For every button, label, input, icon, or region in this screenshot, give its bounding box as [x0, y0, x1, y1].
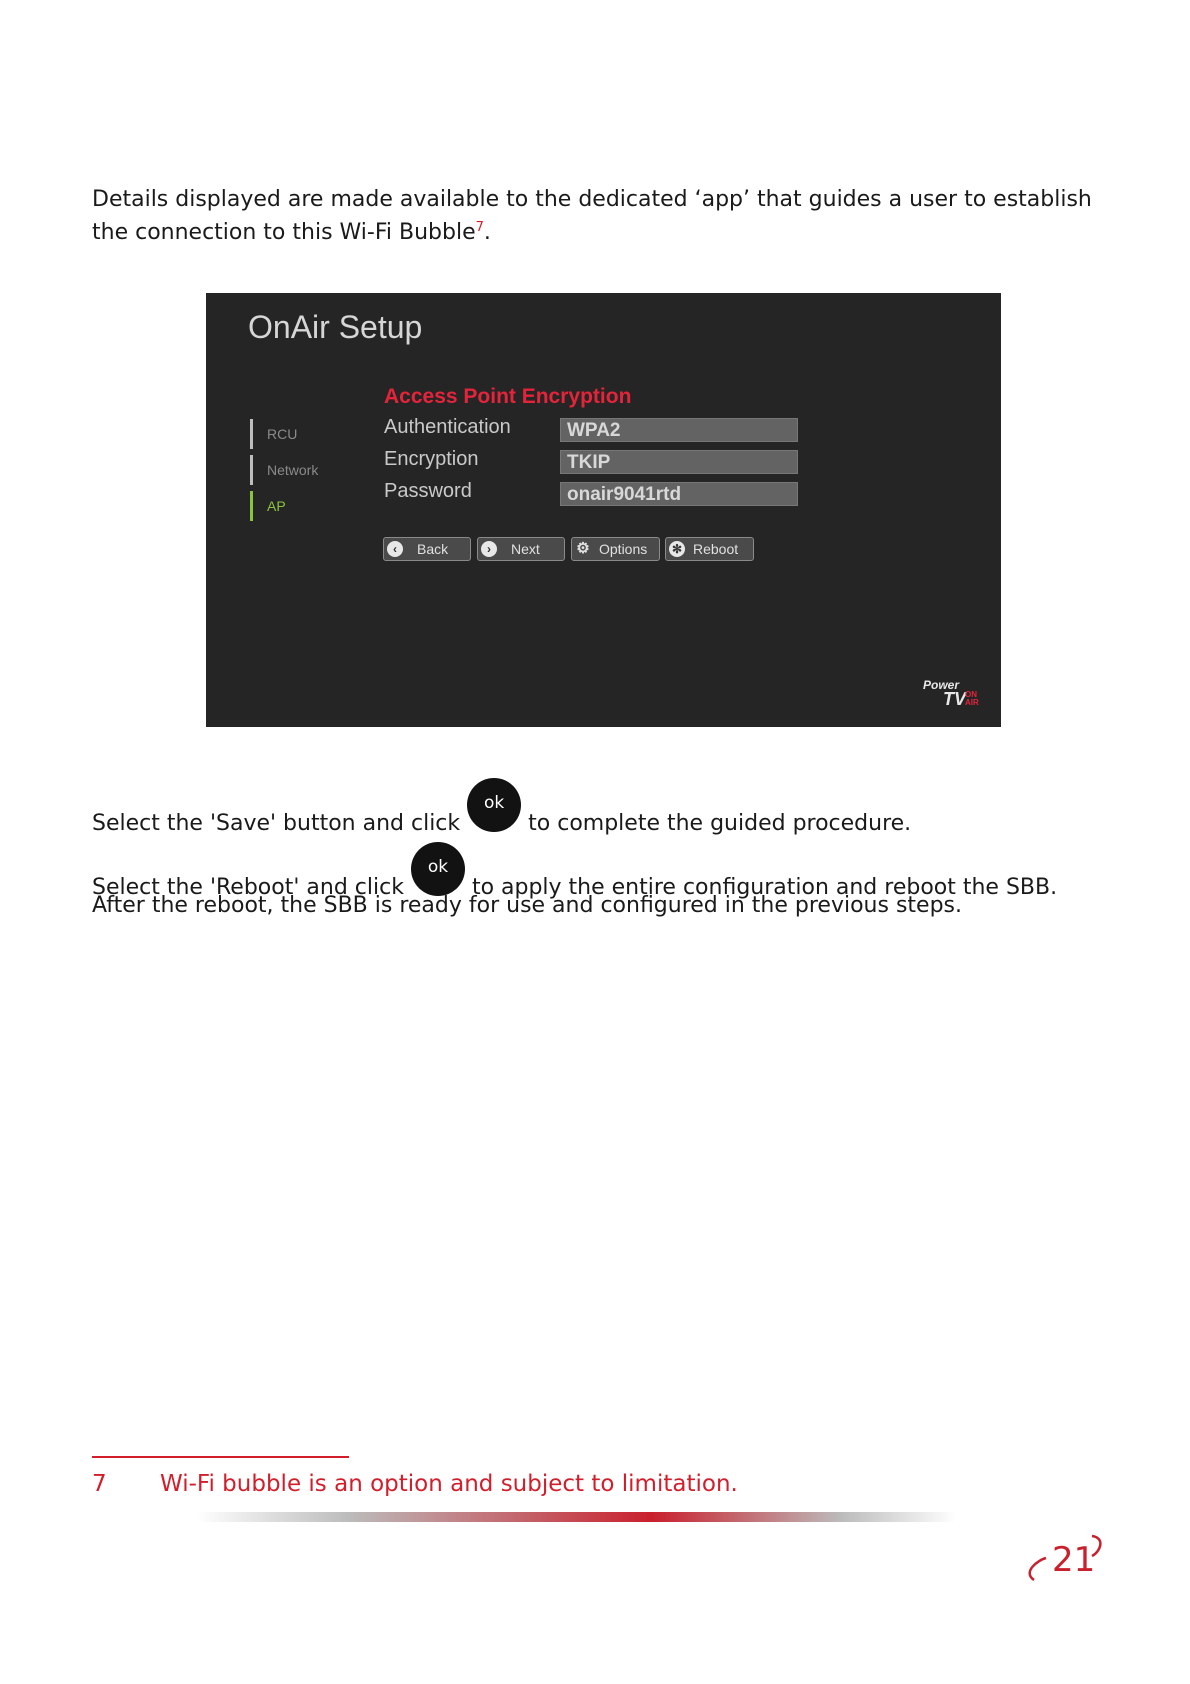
reboot-icon: ✻	[669, 541, 685, 557]
svg-text:ON: ON	[965, 690, 977, 699]
password-label: Password	[384, 480, 472, 502]
section-title: Access Point Encryption	[384, 385, 632, 408]
footnote-text: Wi-Fi bubble is an option and subject to limitation.	[160, 1471, 738, 1497]
after-reboot-text: After the reboot, the SBB is ready for use and configured in the previous steps.	[92, 893, 962, 918]
ok-button-icon: ok	[467, 778, 521, 832]
page-number: 21	[1052, 1540, 1096, 1580]
chevron-left-icon: ‹	[387, 541, 403, 557]
intro-paragraph: Details displayed are made available to the dedicated ‘app’ that guides a user to establish the connection to this Wi-Fi Bubble$^7$.	[92, 187, 1092, 245]
authentication-field[interactable]: WPA2	[560, 418, 798, 442]
footnote-reference[interactable]: 7	[475, 220, 484, 235]
reboot-instruction: Select the 'Reboot' and click ok to apply the entire configuration and reboot the SBB.	[92, 864, 1057, 918]
screen-title: OnAir Setup	[248, 309, 423, 345]
svg-text:TV: TV	[943, 689, 967, 709]
sidebar-item-rcu[interactable]: RCU	[250, 419, 297, 449]
powertv-onair-logo	[921, 675, 981, 709]
encryption-label: Encryption	[384, 448, 479, 470]
onair-setup-screenshot	[206, 293, 1001, 727]
save-instruction: Select the 'Save' button and click ok to complete the guided procedure.	[92, 800, 911, 854]
reboot-button[interactable]: ✻ Reboot	[665, 537, 754, 561]
back-button[interactable]: ‹ Back	[383, 537, 471, 561]
svg-text:AIR: AIR	[965, 698, 979, 707]
svg-text:Power: Power	[923, 678, 960, 692]
footer-gradient-bar	[196, 1512, 956, 1522]
next-button[interactable]: › Next	[477, 537, 565, 561]
gears-icon: ⚙	[576, 540, 590, 557]
sidebar-item-network[interactable]: Network	[250, 455, 318, 485]
sidebar-item-ap[interactable]: AP	[250, 491, 286, 521]
options-button[interactable]: ⚙ Options	[571, 537, 660, 561]
authentication-label: Authentication	[384, 416, 511, 438]
footnote-divider	[92, 1456, 349, 1458]
encryption-field[interactable]: TKIP	[560, 450, 798, 474]
ok-button-icon: ok	[411, 842, 465, 896]
password-field[interactable]: onair9041rtd	[560, 482, 798, 506]
footnote-number: 7	[92, 1471, 107, 1497]
chevron-right-icon: ›	[481, 541, 497, 557]
